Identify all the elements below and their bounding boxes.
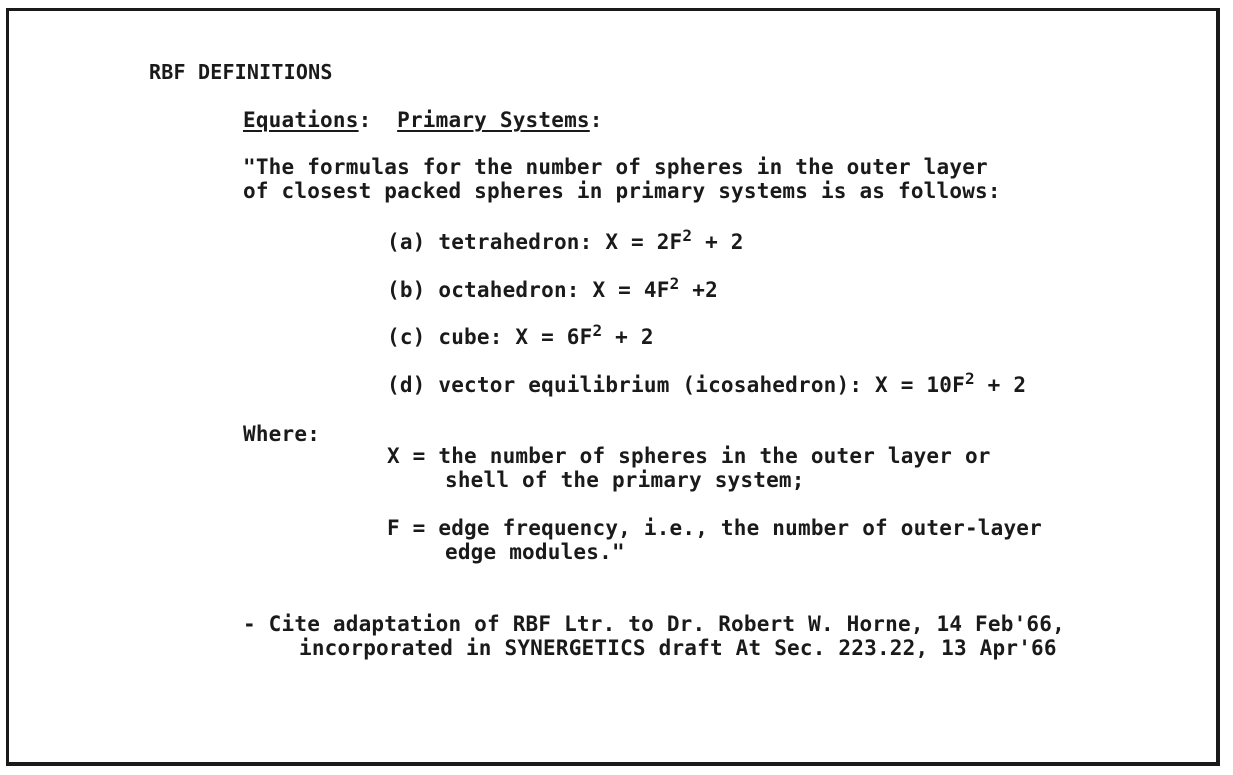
formula-tetrahedron [387, 226, 744, 255]
definition-x-line-2: shell of the primary system; [445, 468, 805, 492]
definition-x-line-1: X = the number of spheres in the outer layer or [387, 444, 991, 468]
definition-f-line-1: F = edge frequency, i.e., the number of outer-layer [387, 516, 1042, 540]
formula-exponent: 2 [669, 274, 680, 293]
section-separator: : [358, 108, 372, 132]
formula-suffix: + 2 [692, 230, 744, 254]
citation-line-2: incorporated in SYNERGETICS draft At Sec. 223.22, 13 Apr'66 [299, 636, 1057, 660]
section-title [243, 107, 603, 133]
formula-vector-equilibrium [387, 369, 1027, 398]
formula-text: (b) octahedron: X = 4F [387, 278, 670, 302]
formula-text: (c) cube: X = 6F [387, 325, 593, 349]
formula-suffix: + 2 [602, 325, 654, 349]
formula-exponent: 2 [592, 321, 603, 340]
formula-suffix: + 2 [974, 373, 1027, 397]
formula-cube [387, 321, 654, 350]
formula-octahedron [387, 274, 718, 303]
definition-card [6, 8, 1220, 766]
intro-line-1: "The formulas for the number of spheres in the outer layer [243, 155, 988, 179]
formula-exponent: 2 [964, 369, 975, 388]
formula-text: (d) vector equilibrium (icosahedron): X = 10F [387, 373, 965, 397]
where-label: Where: [243, 422, 321, 446]
formula-exponent: 2 [682, 226, 693, 245]
formula-suffix: +2 [679, 278, 718, 302]
citation-line-1: - Cite adaptation of RBF Ltr. to Dr. Robert W. Horne, 14 Feb'66, [243, 612, 1065, 636]
card-heading: RBF DEFINITIONS [149, 60, 333, 84]
intro-line-2: of closest packed spheres in primary systems is as follows: [243, 179, 1001, 203]
subsection-label: Primary Systems [397, 108, 590, 132]
section-label: Equations [243, 108, 359, 132]
formula-text: (a) tetrahedron: X = 2F [387, 230, 683, 254]
definition-f-line-2: edge modules." [445, 540, 625, 564]
subsection-separator: : [589, 108, 603, 132]
